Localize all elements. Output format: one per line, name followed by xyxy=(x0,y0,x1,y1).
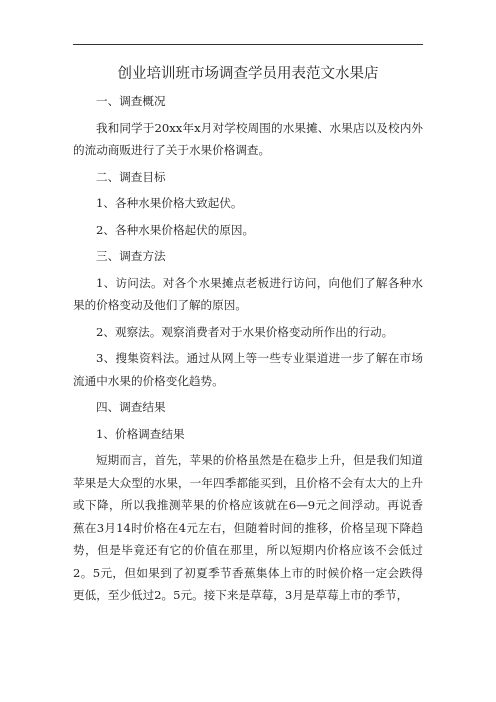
list-item-goal-2: 2、各种水果价格起伏的原因。 xyxy=(96,222,255,237)
section-heading-results: 四、调查结果 xyxy=(96,400,166,414)
list-item-method-observation: 2、观察法。观察消费者对于水果价格变动所作出的行动。 xyxy=(96,324,394,339)
document-title: 创业培训班市场调查学员用表范文水果店 xyxy=(117,66,379,82)
subheading-price-results: 1、价格调查结果 xyxy=(96,426,185,441)
list-item-method-research: 3、搜集资料法。通过从网上等一些专业渠道进一步了解在市场流通中水果的价格变化趋势。 xyxy=(73,351,423,388)
section-heading-overview: 一、调查概况 xyxy=(96,94,166,108)
paragraph-price-analysis: 短期而言，首先，苹果的价格虽然是在稳步上升，但是我们知道苹果是大众型的水果，一年四季都能买到，且价格不会有太大的上升或下降，所以我推测苹果的价格应该就在6—9元之间浮动。再说香蕉在3月14时价格在4元左右，但随着时间的推移，价格呈现下降趋势，但是毕竟还有它的价值在那里，所以短期内价格应该不会低过2。5元，但如果到了初夏季节香蕉集体上市的时候价格一定会跌得更低，至少低过2。5元。接下来是草莓，3月是草莓上市的季节， xyxy=(73,453,423,602)
paragraph-overview: 我和同学于20xx年x月对学校周围的水果摊、水果店以及校内外的流动商贩进行了关于水果价格调查。 xyxy=(73,120,423,157)
document-body xyxy=(73,90,423,611)
header-rule xyxy=(73,44,423,45)
list-item-method-interview: 1、访问法。对各个水果摊点老板进行访问，向他们了解各种水果的价格变动及他们了解的原因。 xyxy=(73,275,423,312)
section-heading-goals: 二、调查目标 xyxy=(96,169,166,184)
list-item-goal-1: 1、各种水果价格大致起伏。 xyxy=(96,196,243,210)
section-heading-methods: 三、调查方法 xyxy=(96,249,166,263)
